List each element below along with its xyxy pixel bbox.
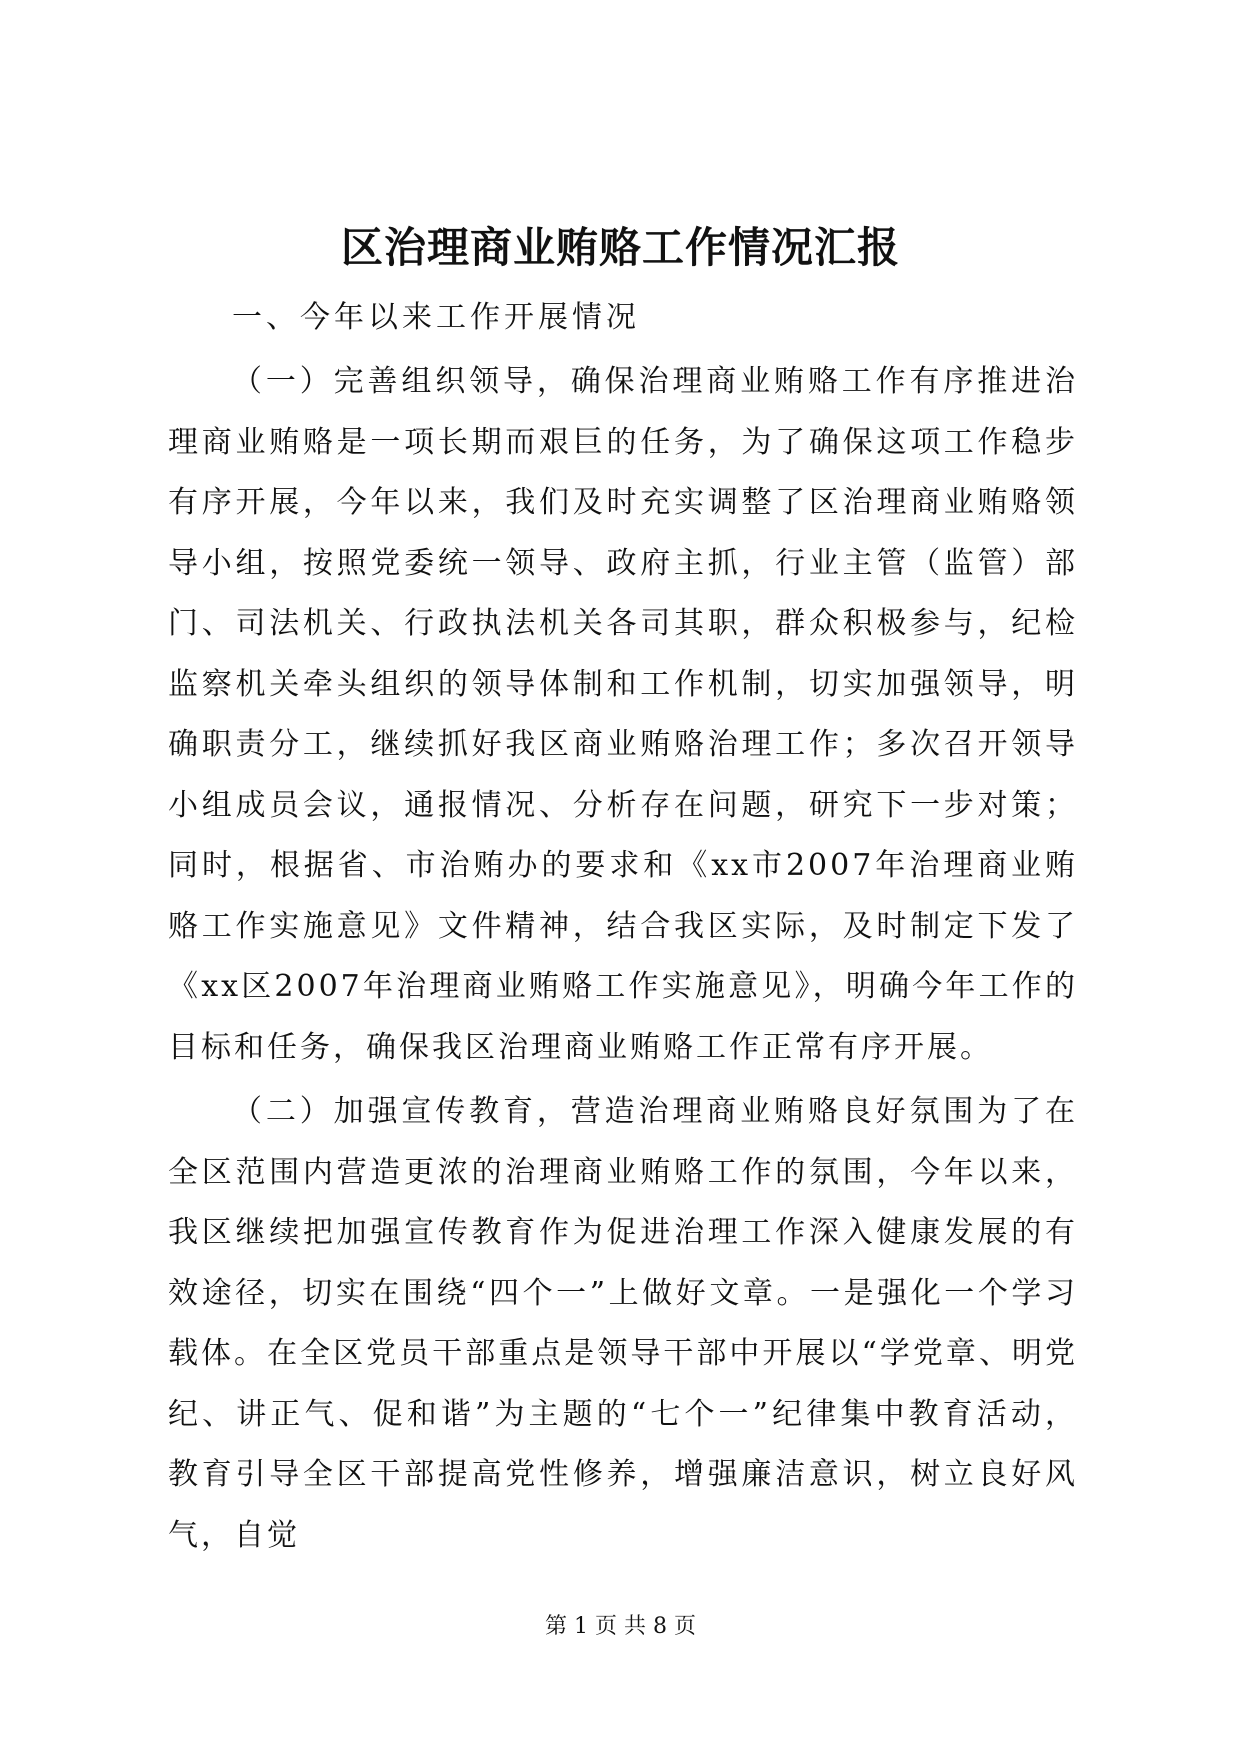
page-footer: 第 1 页 共 8 页 (545, 1614, 696, 1639)
paragraph-1: （一）完善组织领导，确保治理商业贿赂工作有序推进治理商业贿赂是一项长期而艰巨的任务，为了确保这项工作稳步有序开展，今年以来，我们及时充实调整了区治理商业贿赂领导小组，按照党委统一领导、政府主抓，行业主管（监管）部门、司法机关、行政执法机关各司其职，群众积极参与，纪检监察机关牵头组织的领导体制和工作机制，切实加强领导，明确职责分工，继续抓好我区商业贿赂治理工作；多次召开领导小组成员会议，通报情况、分析存在问题，研究下一步对策；同时，根据省、市治贿办的要求和《xx市2007年治理商业贿赂工作实施意见》文件精神，结合我区实际，及时制定下发了《xx区2007年治理商业贿赂工作实施意见》，明确今年工作的目标和任务，确保我区治理商业贿赂工作正常有序开展。 (168, 364, 1078, 1065)
paragraph-2: （二）加强宣传教育，营造治理商业贿赂良好氛围为了在全区范围内营造更浓的治理商业贿赂工作的氛围，今年以来，我区继续把加强宣传教育作为促进治理工作深入健康发展的有效途径，切实在围绕“四个一”上做好文章。一是强化一个学习载体。在全区党员干部重点是领导干部中开展以“学党章、明党纪、讲正气、促和谐”为主题的“七个一”纪律集中教育活动，教育引导全区干部提高党性修养，增强廉洁意识，树立良好风气，自觉 (168, 1094, 1078, 1553)
section-heading: 一、今年以来工作开展情况 (232, 300, 640, 335)
document-title: 区治理商业贿赂工作情况汇报 (340, 223, 900, 272)
